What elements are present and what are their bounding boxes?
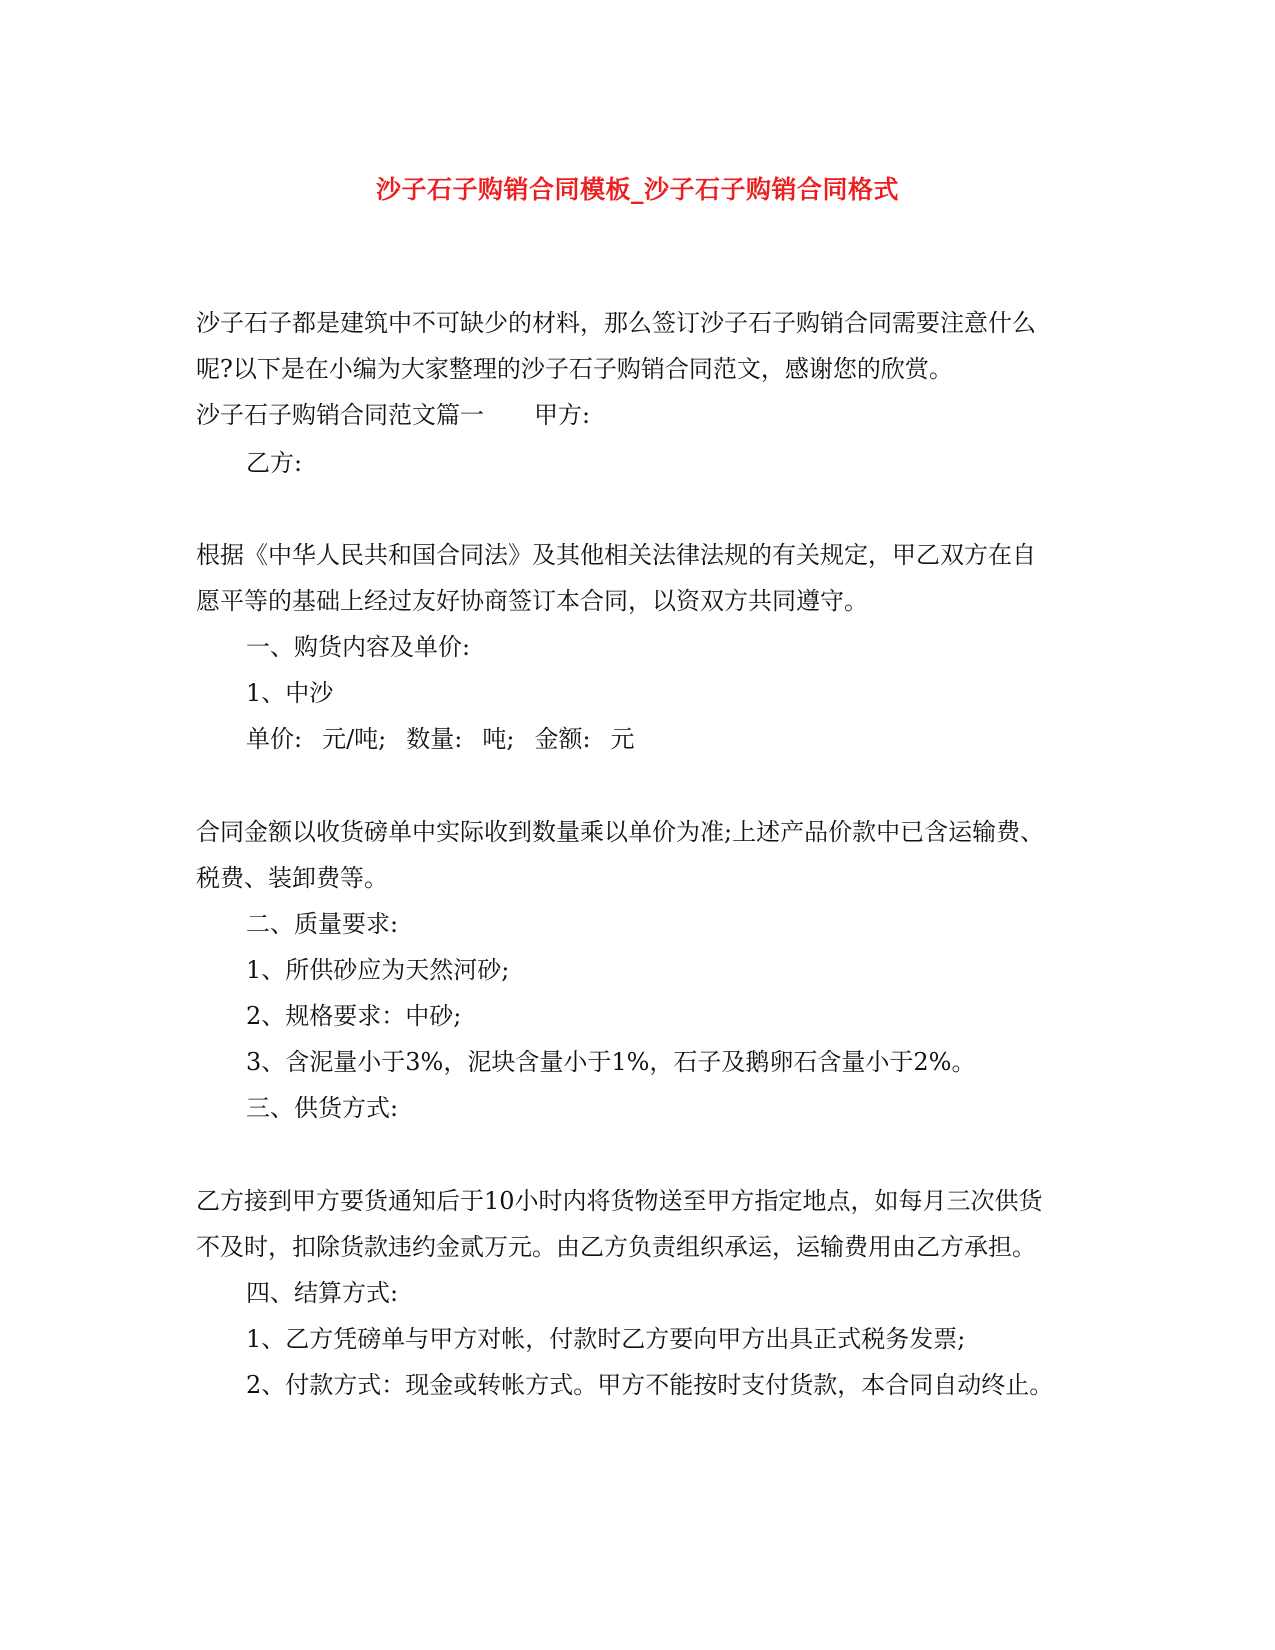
- intro-line-2: 呢?以下是在小编为大家整理的沙子石子购销合同范文，感谢您的欣赏。: [196, 355, 953, 383]
- section2-item-1: 1、所供砂应为天然河砂;: [246, 956, 510, 984]
- unit-price-label: 单价:: [246, 725, 303, 753]
- section3-line-2: 不及时，扣除货款违约金贰万元。由乙方负责组织承运，运输费用由乙方承担。: [196, 1233, 1036, 1261]
- sample-heading-row: [196, 398, 590, 432]
- party-b-label: 乙方:: [246, 449, 303, 477]
- quantity-label: 数量:: [406, 725, 463, 753]
- section2-item-3: 3、含泥量小于3%，泥块含量小于1%，石子及鹅卵石含量小于2%。: [246, 1048, 976, 1076]
- section1-heading: 一、购货内容及单价:: [246, 633, 471, 661]
- section4-heading: 四、结算方式:: [246, 1279, 399, 1307]
- amount-label: 金额:: [534, 725, 591, 753]
- quantity-unit: 吨;: [482, 725, 515, 753]
- section3-heading: 三、供货方式:: [246, 1094, 399, 1122]
- section4-item-1: 1、乙方凭磅单与甲方对帐，付款时乙方要向甲方出具正式税务发票;: [246, 1325, 966, 1353]
- amount-unit: 元: [610, 725, 635, 753]
- preamble-line-2: 愿平等的基础上经过友好协商签订本合同，以资双方共同遵守。: [196, 587, 868, 615]
- section1-item-1: 1、中沙: [246, 679, 334, 707]
- price-row: [246, 722, 635, 756]
- unit-price-unit: 元/吨;: [322, 725, 387, 753]
- section3-line-1: 乙方接到甲方要货通知后于10小时内将货物送至甲方指定地点，如每月三次供货: [196, 1187, 1043, 1215]
- section4-item-2: 2、付款方式：现金或转帐方式。甲方不能按时支付货款，本合同自动终止。: [246, 1371, 1054, 1399]
- preamble-line-1: 根据《中华人民共和国合同法》及其他相关法律法规的有关规定，甲乙双方在自: [196, 541, 1036, 569]
- sample-heading: 沙子石子购销合同范文篇一: [196, 401, 484, 429]
- intro-line-1: 沙子石子都是建筑中不可缺少的材料，那么签订沙子石子购销合同需要注意什么: [196, 309, 1036, 337]
- section2-item-2: 2、规格要求：中砂;: [246, 1002, 462, 1030]
- document-title: 沙子石子购销合同模板_沙子石子购销合同格式: [375, 175, 899, 204]
- section2-heading: 二、质量要求:: [246, 910, 399, 938]
- amount-note-line-2: 税费、装卸费等。: [196, 864, 388, 892]
- amount-note-line-1: 合同金额以收货磅单中实际收到数量乘以单价为准;上述产品价款中已含运输费、: [196, 818, 1045, 846]
- party-a-label: 甲方:: [534, 401, 591, 429]
